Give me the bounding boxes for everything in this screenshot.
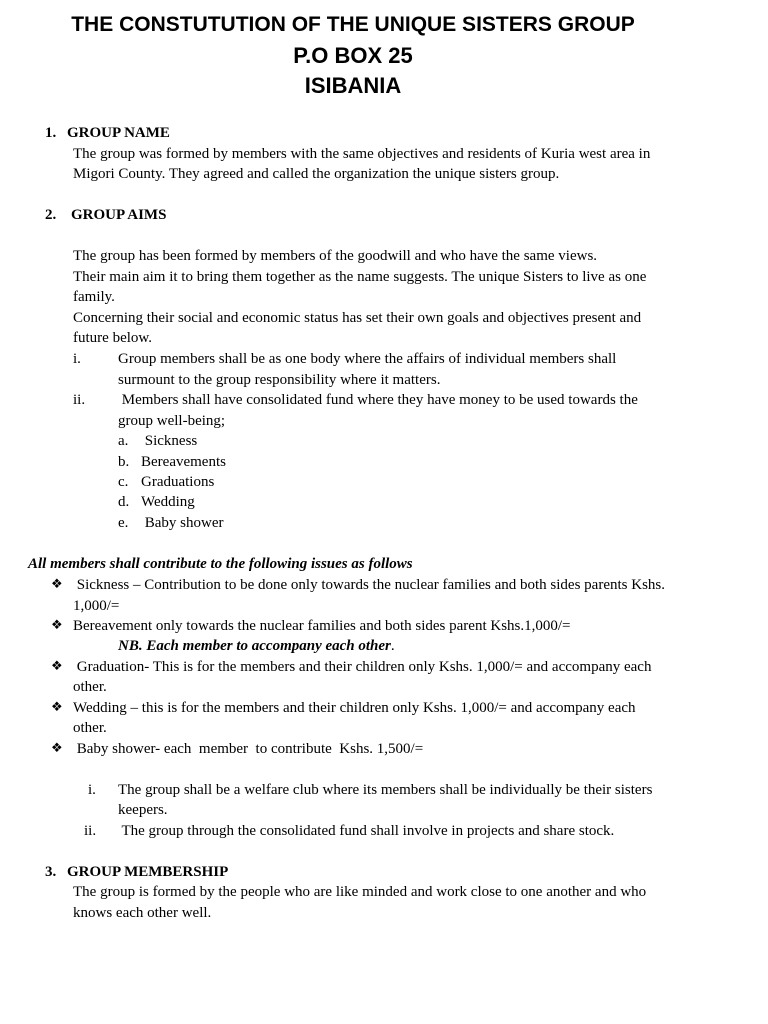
- list-item-line: keepers.: [118, 802, 168, 818]
- sublist-item: Baby shower: [141, 515, 224, 531]
- sublist-marker: d.: [118, 494, 130, 510]
- section-number: 1.: [45, 125, 57, 141]
- bullet-icon: ❖: [51, 659, 63, 674]
- section-heading: GROUP AIMS: [71, 207, 167, 223]
- sublist-marker: a.: [118, 433, 129, 449]
- sublist-marker: b.: [118, 454, 130, 470]
- list-marker: ii.: [84, 823, 97, 839]
- contribution-item: Sickness – Contribution to be done only towards the nuclear families and both sides parents Kshs.: [73, 577, 665, 593]
- list-item-line: surmount to the group responsibility where it matters.: [118, 372, 441, 388]
- sublist-marker: e.: [118, 515, 129, 531]
- sublist-marker: c.: [118, 474, 129, 490]
- paragraph-line: knows each other well.: [73, 905, 212, 921]
- po-box: P.O BOX 25: [293, 43, 413, 68]
- paragraph-line: The group has been formed by members of the goodwill and who have the same views.: [73, 248, 598, 264]
- document-title: THE CONSTUTUTION OF THE UNIQUE SISTERS GROUP: [71, 13, 635, 36]
- paragraph-line: family.: [73, 289, 115, 305]
- list-item-line: The group shall be a welfare club where its members shall be individually be their sisters: [118, 782, 653, 798]
- paragraph-line: Their main aim it to bring them together as the name suggests. The unique Sisters to live as one: [73, 269, 647, 285]
- paragraph-line: future below.: [73, 330, 152, 346]
- contribution-item: Bereavement only towards the nuclear families and both sides parent Kshs.1,000/=: [73, 618, 571, 634]
- list-item-line: Group members shall be as one body where the affairs of individual members shall: [118, 351, 617, 367]
- section-number: 2.: [45, 207, 57, 223]
- contribution-item: other.: [73, 679, 107, 695]
- sublist-item: Sickness: [141, 433, 198, 449]
- note-emphasis: NB. Each member to accompany each other: [118, 638, 391, 654]
- contribution-item: other.: [73, 720, 107, 736]
- sublist-item: Bereavements: [141, 454, 226, 470]
- paragraph-line: The group was formed by members with the same objectives and residents of Kuria west area in: [73, 146, 651, 162]
- section-heading: GROUP NAME: [67, 125, 170, 141]
- list-item-line: group well-being;: [118, 413, 226, 429]
- list-item-line: The group through the consolidated fund shall involve in projects and share stock.: [118, 823, 615, 839]
- list-marker: i.: [73, 351, 81, 367]
- contributions-heading: All members shall contribute to the following issues as follows: [28, 556, 413, 572]
- contribution-item: Wedding – this is for the members and their children only Kshs. 1,000/= and accompany each: [73, 700, 636, 716]
- paragraph-line: The group is formed by the people who are like minded and work close to one another and who: [73, 884, 647, 900]
- contribution-item: Baby shower- each member to contribute Kshs. 1,500/=: [73, 741, 424, 757]
- bullet-icon: ❖: [51, 741, 63, 756]
- list-marker: i.: [88, 782, 96, 798]
- sublist-item: Wedding: [141, 494, 195, 510]
- location: ISIBANIA: [304, 73, 402, 98]
- section-number: 3.: [45, 864, 57, 880]
- sublist-item: Graduations: [141, 474, 215, 490]
- bullet-icon: ❖: [51, 618, 63, 633]
- contribution-note: [118, 636, 395, 656]
- list-marker: ii.: [73, 392, 86, 408]
- bullet-icon: ❖: [51, 577, 63, 592]
- bullet-icon: ❖: [51, 700, 63, 715]
- contribution-item: Graduation- This is for the members and their children only Kshs. 1,000/= and accompany each: [73, 659, 652, 675]
- list-item-line: Members shall have consolidated fund where they have money to be used towards the: [118, 392, 638, 408]
- note-period: .: [390, 638, 395, 654]
- paragraph-line: Migori County. They agreed and called the organization the unique sisters group.: [73, 166, 560, 182]
- paragraph-line: Concerning their social and economic status has set their own goals and objectives present and: [73, 310, 642, 326]
- contribution-item: 1,000/=: [73, 598, 120, 614]
- section-heading: GROUP MEMBERSHIP: [67, 864, 229, 880]
